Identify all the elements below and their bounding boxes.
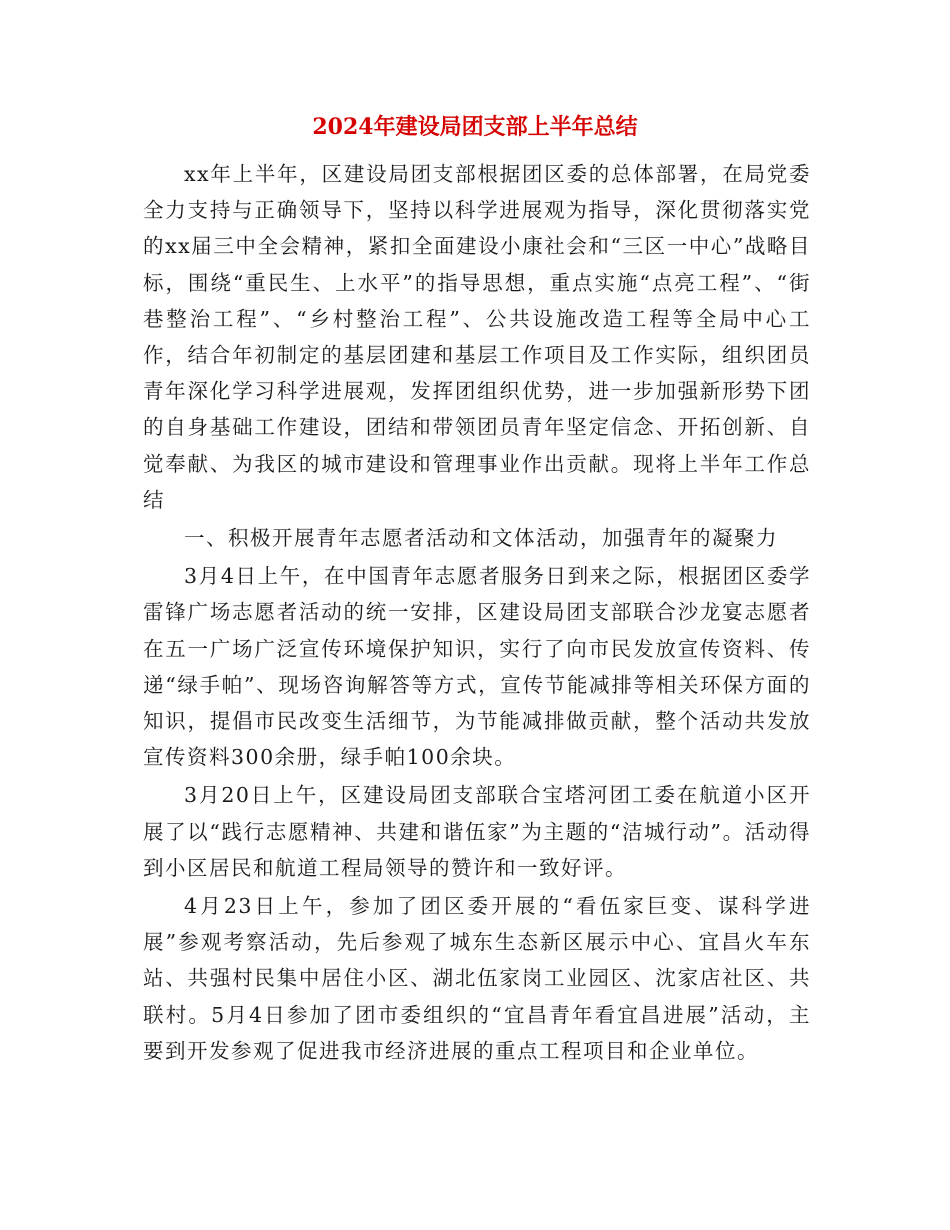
body-paragraph: 3月20日上午，区建设局团支部联合宝塔河团工委在航道小区开展了以“践行志愿精神、共建和谐伍家”为主题的“洁城行动”。活动得到小区居民和航道工程局领导的赞许和一致好评。 xyxy=(143,783,811,880)
body-paragraph: 4月23日上午，参加了团区委开展的“看伍家巨变、谋科学进展”参观考察活动，先后参观了城东生态新区展示中心、宜昌火车东站、共强村民集中居住小区、湖北伍家岗工业园区、沈家店社区、共联村。5月4日参加了团市委组织的“宜昌青年看宜昌进展”活动，主要到开发参观了促进我市经济进展的重点工程项目和企业单位。 xyxy=(143,894,811,1063)
section-heading: 一、积极开展青年志愿者活动和文体活动，加强青年的凝聚力 xyxy=(184,526,778,551)
document-title: 2024年建设局团支部上半年总结 xyxy=(312,114,638,140)
document-body xyxy=(143,156,811,1071)
intro-paragraph: xx年上半年，区建设局团支部根据团区委的总体部署，在局党委全力支持与正确领导下，坚持以科学进展观为指导，深化贯彻落实党的xx届三中全会精神，紧扣全面建设小康社会和“三区一中心”战略目标，围绕“重民生、上水平”的指导思想，重点实施“点亮工程”、“街巷整治工程”、“乡村整治工程”、公共设施改造工程等全局中心工作，结合年初制定的基层团建和基层工作项目及工作实际，组织团员青年深化学习科学进展观，发挥团组织优势，进一步加强新形势下团的自身基础工作建设，团结和带领团员青年坚定信念、开拓创新、自觉奉献、为我区的城市建设和管理事业作出贡献。现将上半年工作总结 xyxy=(143,162,811,512)
body-paragraph: 3月4日上午，在中国青年志愿者服务日到来之际，根据团区委学雷锋广场志愿者活动的统一安排，区建设局团支部联合沙龙宴志愿者在五一广场广泛宣传环境保护知识，实行了向市民发放宣传资料、传递“绿手帕”、现场咨询解答等方式，宣传节能减排等相关环保方面的知识，提倡市民改变生活细节，为节能减排做贡献，整个活动共发放宣传资料300余册，绿手帕100余块。 xyxy=(143,564,811,770)
